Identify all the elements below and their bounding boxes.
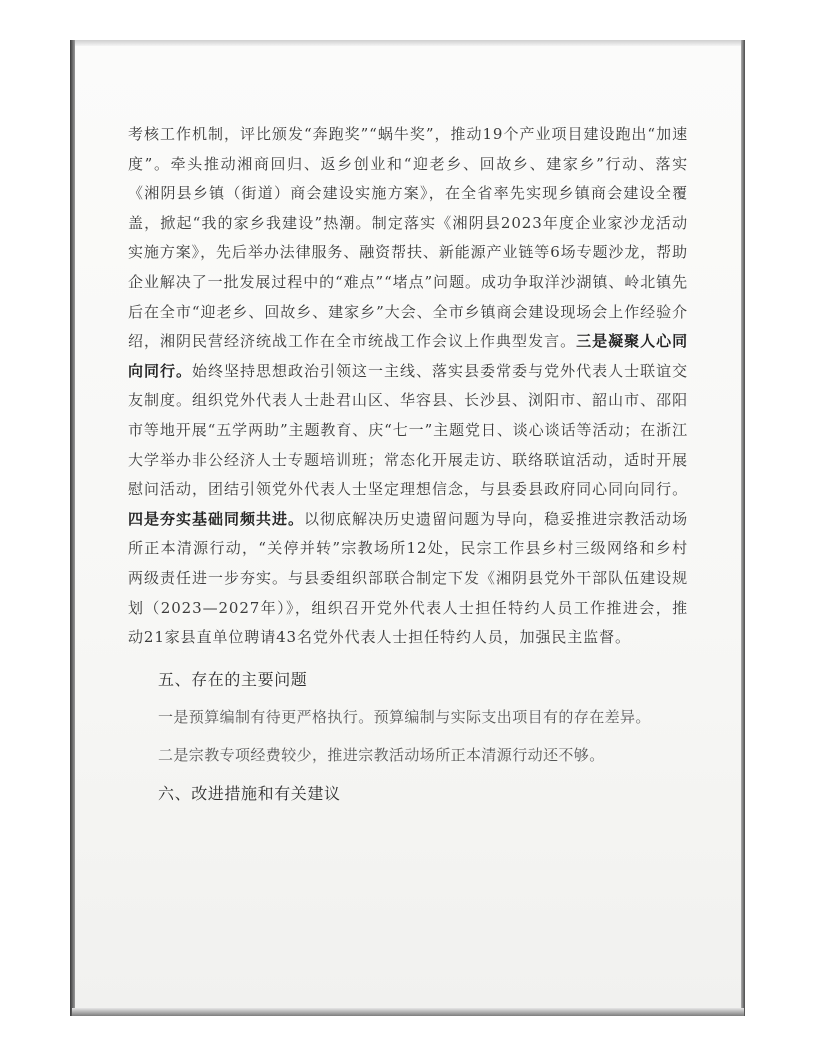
body-paragraph [128,120,688,653]
bold-subheading-foundation: 四是夯实基础同频共进。 [128,509,305,528]
problem-item-2: 二是宗教专项经费较少，推进宗教活动场所正本清源行动还不够。 [158,745,605,764]
paragraph-text-part1: 考核工作机制，评比颁发“奔跑奖”“蜗牛奖”，推动19个产业项目建设跑出“加速度”。牵头推动湘商回归、返乡创业和“迎老乡、回故乡、建家乡”行动、落实《湘阴县乡镇（街道）商会建设实施方案》，在全省率先实现乡镇商会建设全覆盖，掀起“我的家乡我建设”热潮。制定落实《湘阴县2023年度企业家沙龙活动实施方案》，先后举办法律服务、融资帮扶、新能源产业链等6场专题沙龙，帮助企业解决了一批发展过程中的“难点”“堵点”问题。成功争取洋沙湖镇、岭北镇先后在全市“迎老乡、回故乡、建家乡”大会、全市乡镇商会建设现场会上作经验介绍，湘阴民营经济统战工作在全市统战工作会议上作典型发言。 [128,125,688,351]
section6-heading: 六、改进措施和有关建议 [158,783,341,803]
section5-heading: 五、存在的主要问题 [158,669,308,689]
bold-subheading-unity: 三是凝聚人心同向同行。 [128,332,688,380]
scan-edge-bottom [72,1008,744,1016]
paragraph-text-part2: 始终坚持思想政治引领这一主线、落实县委常委与党外代表人士联谊交友制度。组织党外代表人士赴君山区、华容县、长沙县、浏阳市、韶山市、邵阳市等地开展“五学两助”主题教育、庆“七一”主题党日、谈心谈话等活动；在浙江大学举办非公经济人士专题培训班；常态化开展走访、联络联谊活动，适时开展慰问活动，团结引领党外代表人士坚定理想信念，与县委县政府同心同向同行。 [128,361,688,499]
scan-edge-right [741,40,745,1016]
document-body [128,120,688,809]
problem-item-1: 一是预算编制有待更严格执行。预算编制与实际支出项目有的存在差异。 [158,707,651,726]
paragraph-text-part3: 以彻底解决历史遗留问题为导向，稳妥推进宗教活动场所正本清源行动，“关停并转”宗教场所12处，民宗工作县乡村三级网络和乡村两级责任进一步夯实。与县委组织部联合制定下发《湘阴县党外干部队伍建设规划（2023—2027年）》，组织召开党外代表人士担任特约人员工作推进会，推动21家县直单位聘请43名党外代表人士担任特约人员，加强民主监督。 [128,509,688,647]
